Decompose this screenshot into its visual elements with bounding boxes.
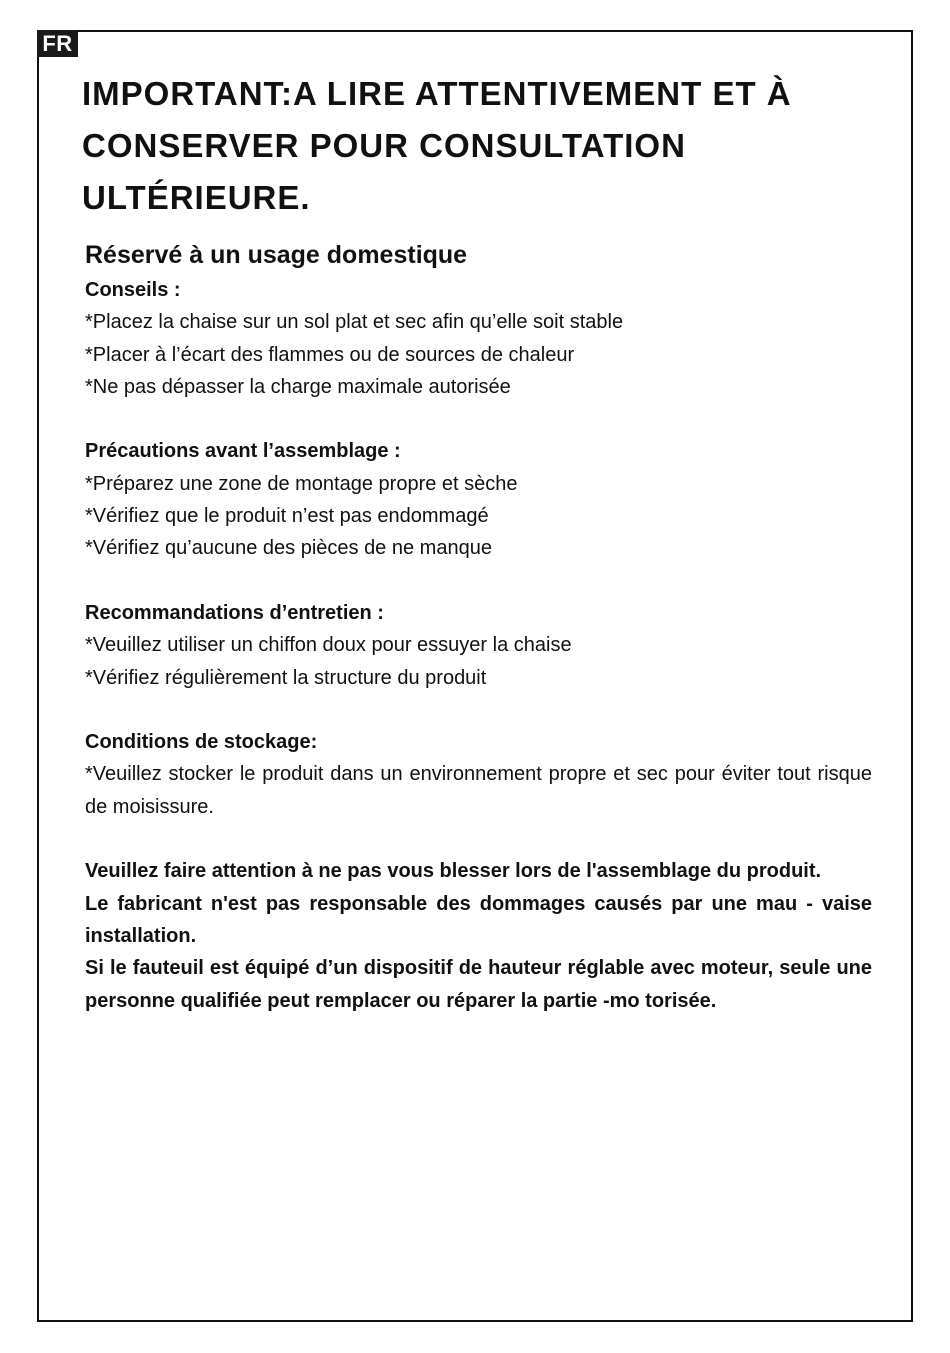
usage-subtitle: Réservé à un usage domestique <box>85 241 468 269</box>
list-item: *Ne pas dépasser la charge maximale autorisée <box>85 375 511 398</box>
section-precautions <box>85 435 872 564</box>
section-heading: Conditions de stockage: <box>85 731 318 754</box>
section-entretien <box>85 597 872 694</box>
list-item: *Placer à l’écart des flammes ou de sources de chaleur <box>85 343 575 366</box>
spacer <box>85 565 872 597</box>
list-item: *Vérifiez que le produit n’est pas endommagé <box>85 505 489 528</box>
list-item: *Veuillez utiliser un chiffon doux pour essuyer la chaise <box>85 634 572 657</box>
list-item: *Placez la chaise sur un sol plat et sec afin qu’elle soit stable <box>85 311 624 334</box>
section-heading: Conseils : <box>85 279 181 301</box>
spacer <box>85 823 872 855</box>
section-stockage <box>85 726 872 823</box>
warnings-block <box>85 855 872 1016</box>
list-item: *Vérifiez régulièrement la structure du produit <box>85 666 487 689</box>
spacer <box>85 403 872 435</box>
warning-text: Si le fauteuil est équipé d’un dispositif de hauteur réglable avec moteur, seule une personne qualifiée peut remplacer ou réparer la partie -mo torisée. <box>85 957 872 1012</box>
section-heading: Recommandations d’entretien : <box>85 601 384 624</box>
page-title: IMPORTANT:A LIRE ATTENTIVEMENT ET À CONSERVER POUR CONSULTATION ULTÉRIEURE. <box>82 75 792 216</box>
instructions-content <box>85 238 872 1017</box>
list-item: *Vérifiez qu’aucune des pièces de ne manque <box>85 537 492 560</box>
list-item: *Préparez une zone de montage propre et sèche <box>85 472 518 495</box>
storage-text: *Veuillez stocker le produit dans un environnement propre et sec pour éviter tout risque de moisissure. <box>85 763 872 818</box>
section-heading: Précautions avant l’assemblage : <box>85 440 401 463</box>
warning-text: Le fabricant n'est pas responsable des dommages causés par une mau - vaise installation. <box>85 892 872 947</box>
section-conseils <box>85 274 872 403</box>
warning-text: Veuillez faire attention à ne pas vous blesser lors de l'assemblage du produit. <box>85 860 822 883</box>
spacer <box>85 694 872 726</box>
language-badge: FR <box>37 30 78 57</box>
